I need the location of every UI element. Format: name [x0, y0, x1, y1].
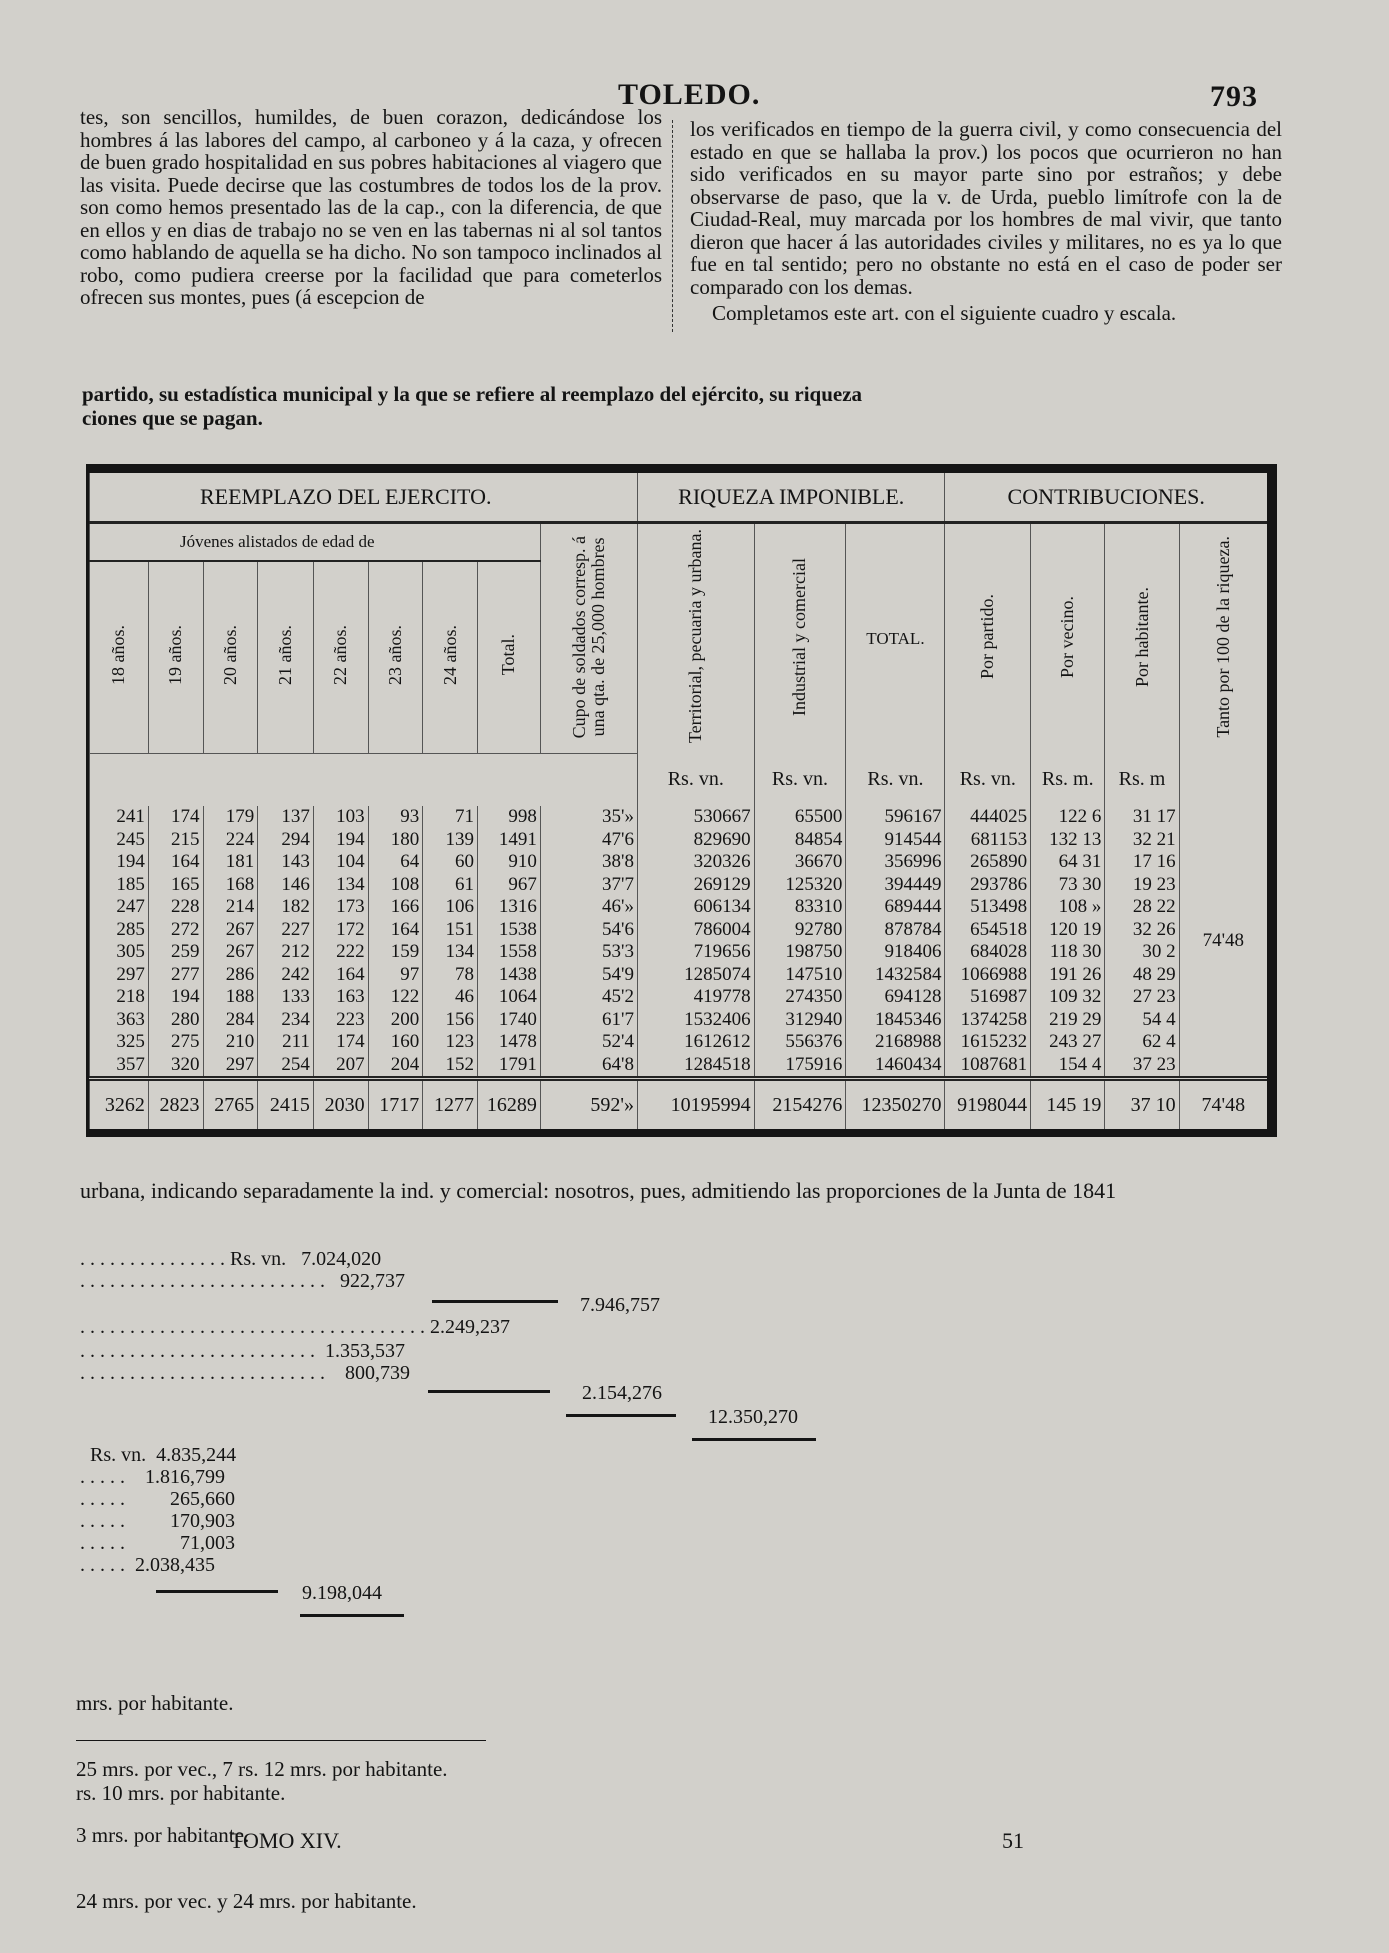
table-cell: 123 [423, 1031, 478, 1054]
table-cell: 28 22 [1105, 896, 1179, 919]
column-divider [672, 120, 673, 332]
calc-rule [566, 1414, 676, 1417]
table-cell: 194 [90, 851, 149, 874]
table-cell: 103 [313, 806, 368, 829]
table-cell: 305 [90, 941, 149, 964]
table-cell: 185 [90, 873, 149, 896]
table-cell: 207 [313, 1053, 368, 1078]
table-cell: 65500 [754, 806, 846, 829]
calc-value: 1.816,799 [145, 1466, 225, 1488]
table-cell: 242 [258, 963, 314, 986]
table-cell: 312940 [754, 1008, 846, 1031]
calc2-row-3: . . . . . 265,660 [80, 1488, 235, 1510]
table-cell: 1612612 [637, 1031, 754, 1054]
table-cell: 259 [148, 941, 203, 964]
table-cell: 52'4 [540, 1031, 637, 1054]
table-cell: 120 19 [1031, 918, 1105, 941]
table-cell: 689444 [846, 896, 945, 919]
table-cell: 45'2 [540, 986, 637, 1009]
col-header-24: 24 años. [423, 561, 478, 754]
table-cell: 204 [368, 1053, 423, 1078]
table-cell: 194 [148, 986, 203, 1009]
table-cell: 166 [368, 896, 423, 919]
table-cell: 227 [258, 918, 314, 941]
unit-blank [1179, 754, 1267, 806]
total-cell: 2030 [313, 1079, 368, 1129]
table-cell: 275 [148, 1031, 203, 1054]
table-cell: 188 [203, 986, 258, 1009]
table-cell: 181 [203, 851, 258, 874]
table-cell: 37 23 [1105, 1053, 1179, 1078]
table-cell: 267 [203, 918, 258, 941]
calc-rule [432, 1300, 558, 1303]
col-header-industrial: Industrial y comercial [754, 523, 846, 754]
table-cell: 320 [148, 1053, 203, 1078]
table-cell: 146 [258, 873, 314, 896]
calc-rule [156, 1590, 278, 1593]
left-paragraph: tes, son sencillos, humildes, de buen corazon, dedicándose los hombres á las labores del campo, al carboneo y á la caza, y ofrecen de buen grado hospitalidad en sus pobres habitaciones al viagero que las visita. Puede decirse que las costumbres de todos los de la prov. son como hemos presentado las de la cap., con la diferencia, de que en ellos y en dias de trabajo no se ven en las tabernas ni al sol tantos como hablando de aquella se ha dicho. No son tampoco inclinados al robo, como pudiera creerse por la facilidad que para cometerlos ofrecen sus montes, pues (á escepcion de [80, 105, 662, 309]
group-header-reemplazo: REEMPLAZO DEL EJERCITO. [90, 473, 638, 523]
table-cell: 36670 [754, 851, 846, 874]
table-cell: 139 [423, 828, 478, 851]
table-row [90, 1031, 1268, 1054]
table-cell: 654518 [945, 918, 1031, 941]
col-header-21: 21 años. [258, 561, 314, 754]
right-paragraph-2: Completamos este art. con el siguiente cuadro y escala. [712, 301, 1177, 325]
table-cell: 918406 [846, 941, 945, 964]
table-cell: 168 [203, 873, 258, 896]
table-cell: 32 26 [1105, 918, 1179, 941]
note-last: rs. 10 mrs. por habitante. [76, 1781, 286, 1805]
table-cell: 530667 [637, 806, 754, 829]
table-cell: 30 2 [1105, 941, 1179, 964]
unit-industrial: Rs. vn. [754, 754, 846, 806]
table-cell: 1478 [477, 1031, 540, 1054]
table-cell: 164 [148, 851, 203, 874]
table-cell: 222 [313, 941, 368, 964]
table-row [90, 828, 1268, 851]
table-cell: 1087681 [945, 1053, 1031, 1078]
calc-value: 2.249,237 [430, 1316, 510, 1338]
table-cell: 234 [258, 1008, 314, 1031]
table-cell: 215 [148, 828, 203, 851]
table-cell: 54'9 [540, 963, 637, 986]
table-cell: 694128 [846, 986, 945, 1009]
table-cell: 180 [368, 828, 423, 851]
table-cell: 61 [423, 873, 478, 896]
notes-rule [76, 1740, 486, 1741]
calc-value: 170,903 [170, 1510, 235, 1532]
total-cell: 74'48 [1179, 1079, 1267, 1129]
note-line: 24 mrs. por vec. y 24 mrs. por habitante. [76, 1889, 417, 1913]
table-cell: 93 [368, 806, 423, 829]
running-title: TOLEDO. [618, 78, 761, 111]
calc2-row-7 [302, 1582, 382, 1604]
table-cell: 132 13 [1031, 828, 1105, 851]
table-cell: 31 17 [1105, 806, 1179, 829]
table-cell: 38'8 [540, 851, 637, 874]
table-cell: 212 [258, 941, 314, 964]
table-cell: 83310 [754, 896, 846, 919]
table-cell: 277 [148, 963, 203, 986]
col-header-19: 19 años. [148, 561, 203, 754]
table-cell: 118 30 [1031, 941, 1105, 964]
table-cell: 1460434 [846, 1053, 945, 1078]
table-cell: 156 [423, 1008, 478, 1031]
table-cell: 108 » [1031, 896, 1105, 919]
table-row [90, 1053, 1268, 1078]
table-cell: 243 27 [1031, 1031, 1105, 1054]
calc-row-1: . . . . . . . . . . . . . . . Rs. vn. 7.024,020 [80, 1248, 382, 1270]
col-header-por-vecino: Por vecino. [1031, 523, 1105, 754]
table-row [90, 1008, 1268, 1031]
calc-value: 7.024,020 [301, 1248, 382, 1270]
table-cell: 54 4 [1105, 1008, 1179, 1031]
table-cell: 165 [148, 873, 203, 896]
total-cell: 9198044 [945, 1079, 1031, 1129]
table-cell: 35'» [540, 806, 637, 829]
table-cell: 280 [148, 1008, 203, 1031]
table-cell: 160 [368, 1031, 423, 1054]
table-cell: 1791 [477, 1053, 540, 1078]
table-cell: 596167 [846, 806, 945, 829]
footer-volume: TOMO XIV. [230, 1828, 342, 1853]
table-cell: 163 [313, 986, 368, 1009]
unit-vecino: Rs. m. [1031, 754, 1105, 806]
calc-row-8 [708, 1406, 798, 1428]
table-cell: 1432584 [846, 963, 945, 986]
table-cell: 297 [90, 963, 149, 986]
table-cell: 218 [90, 986, 149, 1009]
table-cell: 84854 [754, 828, 846, 851]
table-cell: 164 [368, 918, 423, 941]
total-cell: 2154276 [754, 1079, 846, 1129]
table-cell: 32 21 [1105, 828, 1179, 851]
caption-line-1: partido, su estadística municipal y la que se refiere al reemplazo del ejército, su riqueza [82, 382, 863, 406]
table-cell: 786004 [637, 918, 754, 941]
table-cell: 1615232 [945, 1031, 1031, 1054]
table-row [90, 986, 1268, 1009]
total-cell: 1277 [423, 1079, 478, 1129]
calc-row-5: . . . . . . . . . . . . . . . . . . . . . . . . 1.353,537 [80, 1340, 405, 1362]
col-header-18: 18 años. [90, 561, 149, 754]
table-cell: 363 [90, 1008, 149, 1031]
calc2-row-2: . . . . . 1.816,799 [80, 1466, 225, 1488]
table-cell: 1316 [477, 896, 540, 919]
table-cell: 241 [90, 806, 149, 829]
total-cell: 592'» [540, 1079, 637, 1129]
table-cell: 357 [90, 1053, 149, 1078]
table-cell: 356996 [846, 851, 945, 874]
table-cell: 684028 [945, 941, 1031, 964]
table-cell: 200 [368, 1008, 423, 1031]
table-cell: 104 [313, 851, 368, 874]
table-row [90, 941, 1268, 964]
calc2-row-5: . . . . . 71,003 [80, 1532, 235, 1554]
calc-value: 9.198,044 [302, 1582, 382, 1604]
table-cell: 1491 [477, 828, 540, 851]
unit-total: Rs. vn. [846, 754, 945, 806]
table-cell: 228 [148, 896, 203, 919]
table-cell: 46 [423, 986, 478, 1009]
table-cell: 320326 [637, 851, 754, 874]
total-cell: 145 19 [1031, 1079, 1105, 1129]
table-cell: 122 [368, 986, 423, 1009]
col-header-por-habitante: Por habitante. [1105, 523, 1179, 754]
table-cell: 223 [313, 1008, 368, 1031]
calc-value: 12.350,270 [708, 1406, 798, 1428]
table-cell: 64 31 [1031, 851, 1105, 874]
total-cell: 3262 [90, 1079, 149, 1129]
table-cell: 62 4 [1105, 1031, 1179, 1054]
table-cell: 211 [258, 1031, 314, 1054]
calc2-row-1 [90, 1444, 236, 1466]
table-cell: 159 [368, 941, 423, 964]
table-cell: 174 [148, 806, 203, 829]
footer-signature: 51 [1002, 1828, 1024, 1853]
subheader-jovenes: Jóvenes alistados de edad de [90, 523, 541, 561]
col-header-20: 20 años. [203, 561, 258, 754]
table-cell: 46'» [540, 896, 637, 919]
table-cell: 17 16 [1105, 851, 1179, 874]
calc-row-7 [582, 1382, 662, 1404]
calc-row-6: . . . . . . . . . . . . . . . . . . . . . . . . . 800,739 [80, 1362, 410, 1384]
table-row [90, 873, 1268, 896]
table-cell: 444025 [945, 806, 1031, 829]
table-cell: 143 [258, 851, 314, 874]
table-cell: 210 [203, 1031, 258, 1054]
col-header-territorial: Territorial, pecuaria y urbana. [637, 523, 754, 754]
table-cell: 47'6 [540, 828, 637, 851]
table-cell: 175916 [754, 1053, 846, 1078]
table-cell: 134 [313, 873, 368, 896]
total-cell: 1717 [368, 1079, 423, 1129]
table-cell: 606134 [637, 896, 754, 919]
table-cell: 967 [477, 873, 540, 896]
calc-value: 2.154,276 [582, 1382, 662, 1404]
table-cell: 719656 [637, 941, 754, 964]
table-cell: 122 6 [1031, 806, 1105, 829]
calc2-row-4: . . . . . 170,903 [80, 1510, 235, 1532]
col-header-total: Total. [477, 561, 540, 754]
table-cell: 254 [258, 1053, 314, 1078]
table-cell: 174 [313, 1031, 368, 1054]
table-caption [82, 382, 862, 430]
calc2-row-6: . . . . . 2.038,435 [80, 1554, 215, 1576]
table-cell: 224 [203, 828, 258, 851]
table-cell: 108 [368, 873, 423, 896]
table-cell: 325 [90, 1031, 149, 1054]
table-row [90, 918, 1268, 941]
table-cell: 64'8 [540, 1053, 637, 1078]
col-header-tanto-por-100: Tanto por 100 de la riqueza. [1179, 523, 1267, 754]
table-cell: 1538 [477, 918, 540, 941]
table-cell: 1285074 [637, 963, 754, 986]
note-line: 3 mrs. por habitante. [76, 1823, 250, 1847]
table-cell: 214 [203, 896, 258, 919]
table-cell: 681153 [945, 828, 1031, 851]
calc-value: 800,739 [345, 1362, 410, 1384]
total-cell: 12350270 [846, 1079, 945, 1129]
table-cell: 172 [313, 918, 368, 941]
table-cell: 71 [423, 806, 478, 829]
table-row [90, 963, 1268, 986]
total-cell: 2415 [258, 1079, 314, 1129]
table-cell: 1284518 [637, 1053, 754, 1078]
table-cell: 191 26 [1031, 963, 1105, 986]
table-cell: 194 [313, 828, 368, 851]
col-header-por-partido: Por partido. [945, 523, 1031, 754]
left-column-text [80, 106, 662, 309]
table-row [90, 806, 1268, 829]
calc-rule [692, 1438, 816, 1441]
note-line: 25 mrs. por vec., 7 rs. 12 mrs. por habitante. [76, 1757, 448, 1781]
table-cell: 284 [203, 1008, 258, 1031]
table-cell: 294 [258, 828, 314, 851]
calc-row-3 [580, 1294, 660, 1316]
totals-row [90, 1079, 1268, 1129]
table-cell: 37'7 [540, 873, 637, 896]
table-cell: 516987 [945, 986, 1031, 1009]
unit-spacer [90, 754, 638, 806]
statistics-table [86, 464, 1277, 1137]
table-cell: 1845346 [846, 1008, 945, 1031]
table-cell: 134 [423, 941, 478, 964]
table-cell: 109 32 [1031, 986, 1105, 1009]
calc-value: 71,003 [180, 1532, 235, 1554]
calc-row-4: . . . . . . . . . . . . . . . . . . . . . . . . . . . . . . . . . . . 2.249,237 [80, 1316, 510, 1338]
page-number: 793 [1210, 80, 1258, 113]
table-cell: 64 [368, 851, 423, 874]
table-cell: 293786 [945, 873, 1031, 896]
calc-rule [300, 1614, 404, 1617]
table-cell: 1064 [477, 986, 540, 1009]
table-cell: 92780 [754, 918, 846, 941]
col-header-cupo: Cupo de soldados corresp. á una qta. de 25,000 hombres [540, 523, 637, 754]
calc-value: 922,737 [340, 1270, 405, 1292]
table-cell: 556376 [754, 1031, 846, 1054]
table-cell: 48 29 [1105, 963, 1179, 986]
calc-value: 7.946,757 [580, 1294, 660, 1316]
table-cell: 106 [423, 896, 478, 919]
calc-label-rs2: Rs. vn. [90, 1444, 147, 1466]
table-cell: 2168988 [846, 1031, 945, 1054]
table-cell: 914544 [846, 828, 945, 851]
table-cell: 219 29 [1031, 1008, 1105, 1031]
group-header-contribuciones: CONTRIBUCIONES. [945, 473, 1267, 523]
calc-label-rs: Rs. vn. [230, 1248, 287, 1270]
table-cell: 245 [90, 828, 149, 851]
total-cell: 37 10 [1105, 1079, 1179, 1129]
unit-habitante: Rs. m [1105, 754, 1179, 806]
table-cell: 247 [90, 896, 149, 919]
table-cell: 137 [258, 806, 314, 829]
table-cell: 272 [148, 918, 203, 941]
table-cell: 152 [423, 1053, 478, 1078]
col-header-23: 23 años. [368, 561, 423, 754]
table-cell: 269129 [637, 873, 754, 896]
table-cell: 151 [423, 918, 478, 941]
table-cell: 419778 [637, 986, 754, 1009]
table-cell: 78 [423, 963, 478, 986]
unit-partido: Rs. vn. [945, 754, 1031, 806]
calc-value: 4.835,244 [156, 1444, 237, 1466]
table-cell: 133 [258, 986, 314, 1009]
table-cell: 285 [90, 918, 149, 941]
body-line: urbana, indicando separadamente la ind. y comercial: nosotros, pues, admitiendo las proporciones de la Junta de 1841 [80, 1178, 1117, 1203]
calc-rule [428, 1390, 550, 1393]
table-cell: 1532406 [637, 1008, 754, 1031]
table-cell: 910 [477, 851, 540, 874]
caption-line-2: ciones que se pagan. [82, 406, 263, 430]
table-cell: 1374258 [945, 1008, 1031, 1031]
total-cell: 16289 [477, 1079, 540, 1129]
table-cell: 97 [368, 963, 423, 986]
table-cell: 54'6 [540, 918, 637, 941]
table-cell: 60 [423, 851, 478, 874]
table-cell: 19 23 [1105, 873, 1179, 896]
table-cell: 182 [258, 896, 314, 919]
total-cell: 2823 [148, 1079, 203, 1129]
table-cell: 513498 [945, 896, 1031, 919]
calc-value: 2.038,435 [135, 1554, 215, 1576]
table-cell: 164 [313, 963, 368, 986]
right-column-text [690, 118, 1282, 325]
calc-value: 1.353,537 [325, 1340, 405, 1362]
table-cell: 125320 [754, 873, 846, 896]
right-paragraph: los verificados en tiempo de la guerra civil, y como consecuencia del estado en que se hallaba la prov.) los pocos que ocurrieron no han sido verificados en su mayor parte sino por estraños; y debe observarse de paso, que la v. de Urda, pueblo limítrofe con la de Ciudad-Real, muy marcada por los hombres de mal vivir, que tanto dieron que hacer á las autoridades civiles y militares, no es ya lo que fue en tal sentido; pero no obstante no está en el caso de poder ser comparado con los demas. [690, 117, 1282, 299]
col-header-total-riqueza: TOTAL. [846, 523, 945, 754]
table-cell: 829690 [637, 828, 754, 851]
table-cell: 73 30 [1031, 873, 1105, 896]
table-cell: 1438 [477, 963, 540, 986]
table-cell: 267 [203, 941, 258, 964]
table-cell: 147510 [754, 963, 846, 986]
note-line: mrs. por habitante. [76, 1691, 234, 1715]
group-header-riqueza: RIQUEZA IMPONIBLE. [637, 473, 944, 523]
total-cell: 10195994 [637, 1079, 754, 1129]
table-cell: 1558 [477, 941, 540, 964]
table-cell: 274350 [754, 986, 846, 1009]
table-cell: 198750 [754, 941, 846, 964]
unit-territorial: Rs. vn. [637, 754, 754, 806]
table-cell: 297 [203, 1053, 258, 1078]
table-cell: 878784 [846, 918, 945, 941]
table-cell: 179 [203, 806, 258, 829]
calc-value: 265,660 [170, 1488, 235, 1510]
table-cell: 61'7 [540, 1008, 637, 1031]
table-cell: 998 [477, 806, 540, 829]
table-row [90, 851, 1268, 874]
table-cell: 27 23 [1105, 986, 1179, 1009]
table-cell: 53'3 [540, 941, 637, 964]
table-cell: 286 [203, 963, 258, 986]
total-cell: 2765 [203, 1079, 258, 1129]
table-cell: 154 4 [1031, 1053, 1105, 1078]
calc-row-2: . . . . . . . . . . . . . . . . . . . . . . . . . 922,737 [80, 1270, 405, 1292]
table-cell: 1740 [477, 1008, 540, 1031]
table-cell: 265890 [945, 851, 1031, 874]
table-cell: 1066988 [945, 963, 1031, 986]
table-cell: 394449 [846, 873, 945, 896]
table-row [90, 896, 1268, 919]
col-header-22: 22 años. [313, 561, 368, 754]
tanto-value: 74'48 [1179, 806, 1267, 1079]
table-cell: 173 [313, 896, 368, 919]
